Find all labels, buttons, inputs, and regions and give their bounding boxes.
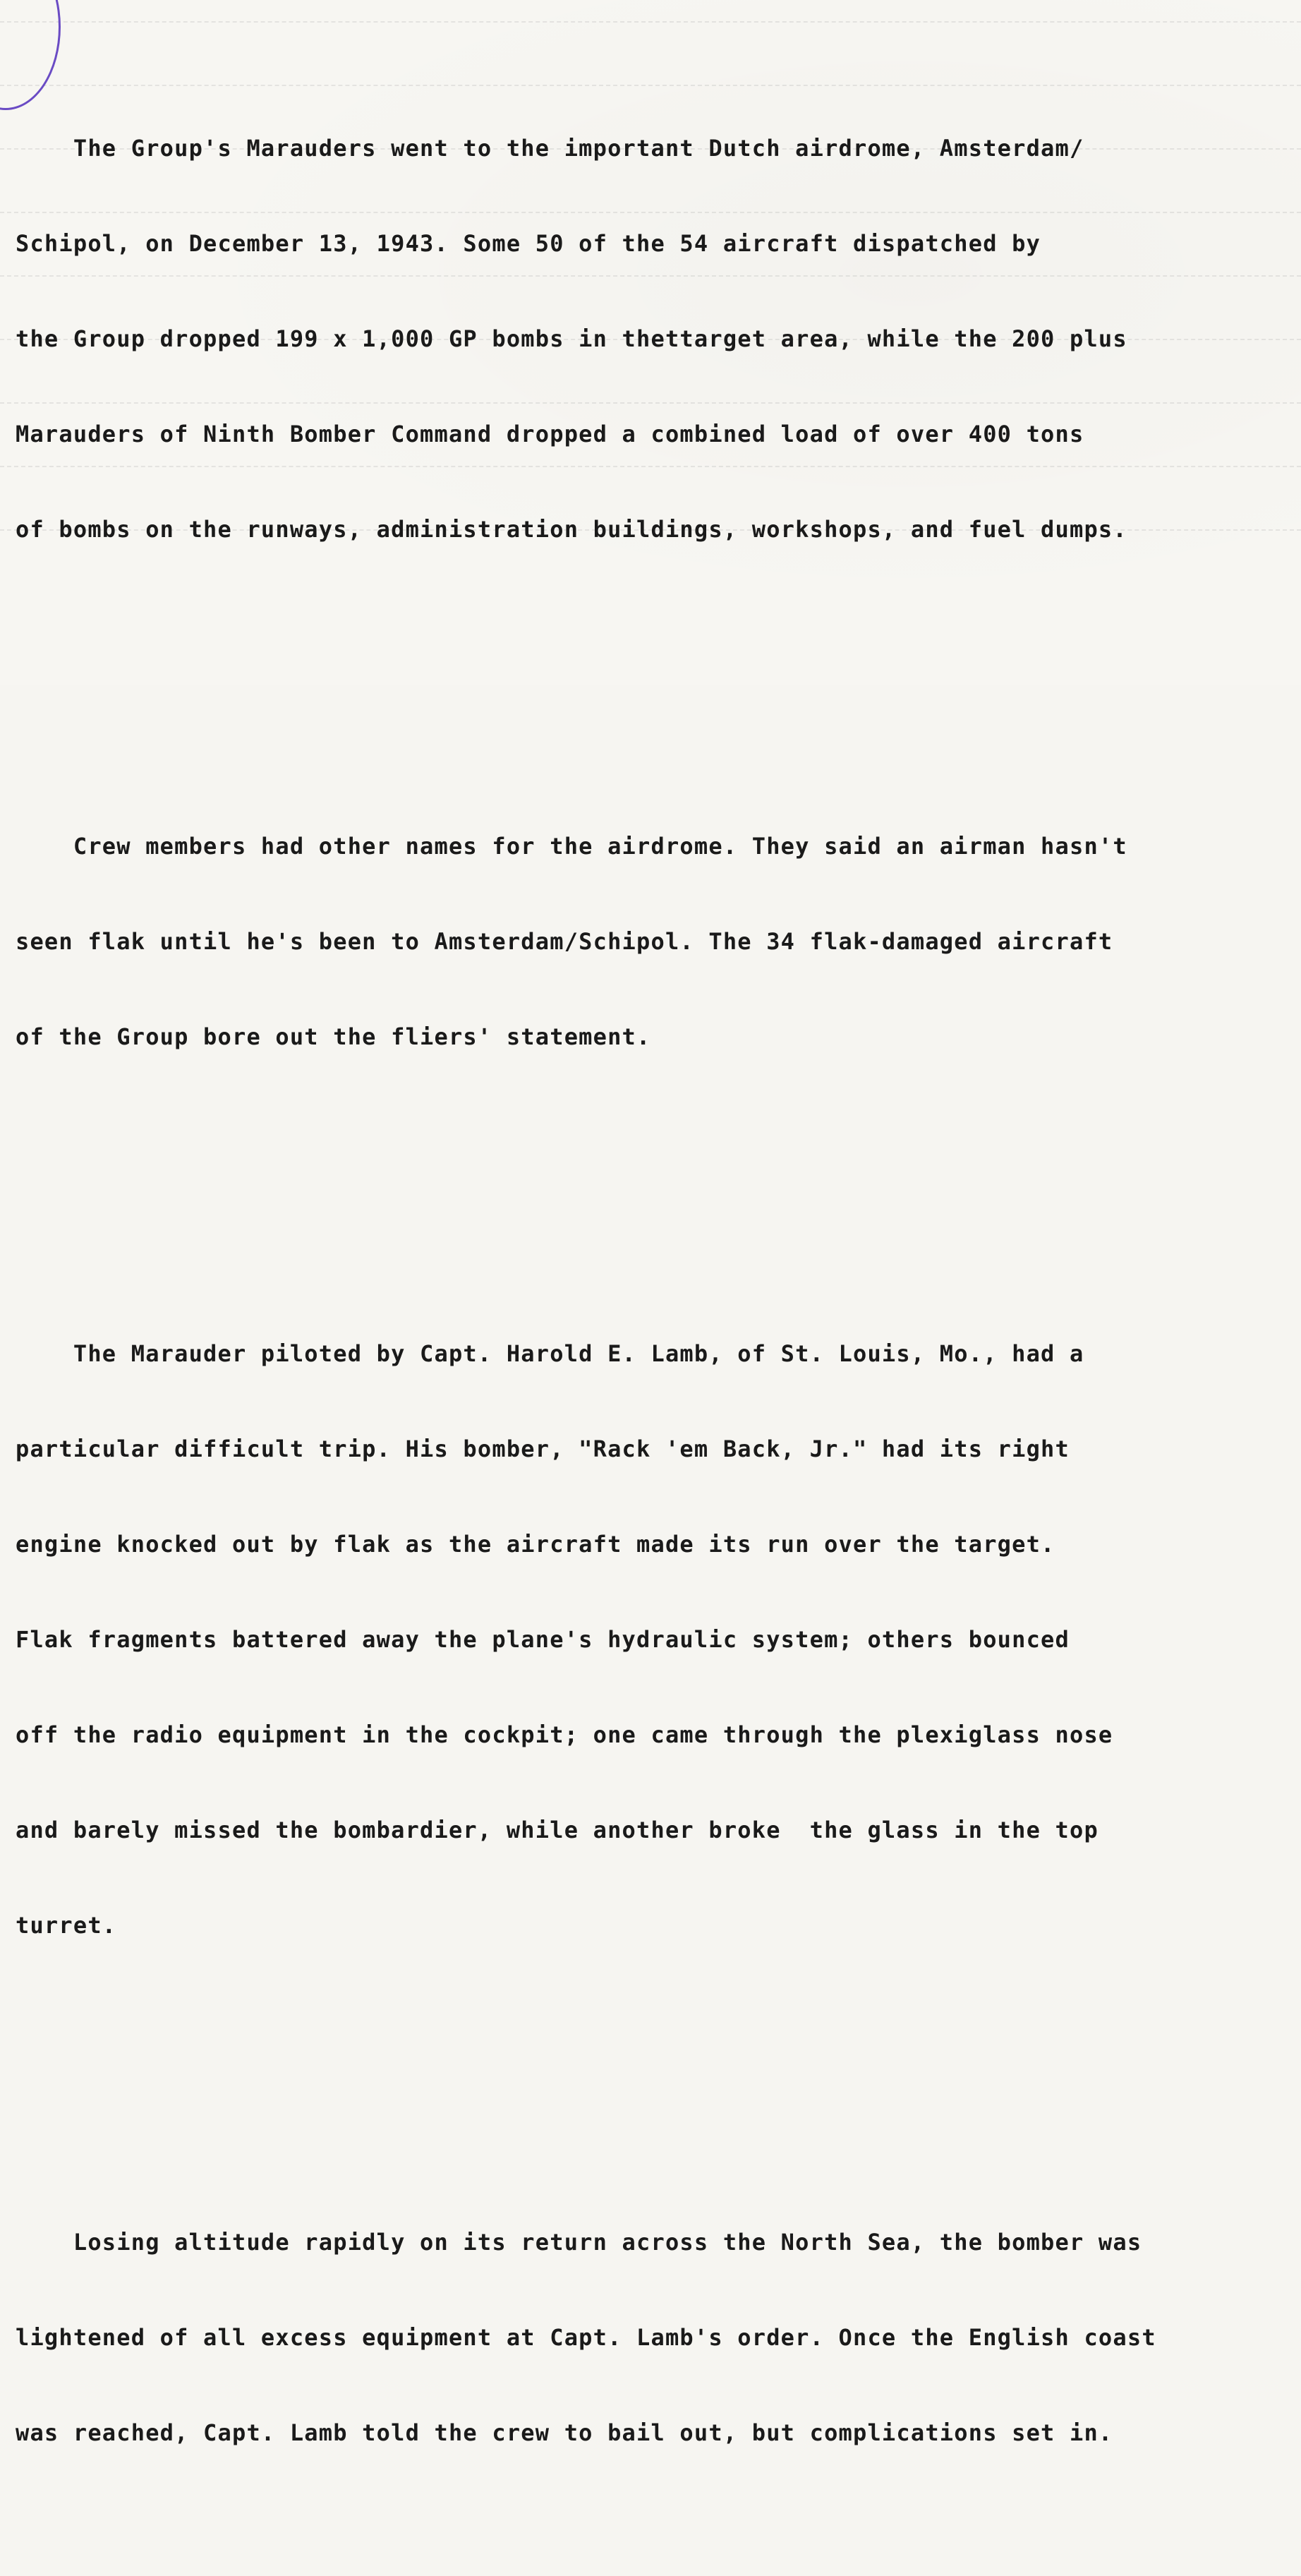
text-line: particular difficult trip. His bomber, "Rack 'em Back, Jr." had its right [16,1436,1070,1462]
text-line: of the Group bore out the fliers' statement. [16,1023,651,1050]
text-line: was reached, Capt. Lamb told the crew to bail out, but complications set in. [16,2419,1113,2446]
text-line: Losing altitude rapidly on its return across the North Sea, the bomber was [16,2229,1142,2256]
text-line: Crew members had other names for the airdrome. They said an airman hasn't [16,833,1127,860]
text-line: Schipol, on December 13, 1943. Some 50 of the 54 aircraft dispatched by [16,230,1041,257]
text-line: off the radio equipment in the cockpit; one came through the plexiglass nose [16,1721,1113,1748]
text-line: Flak fragments battered away the plane's hydraulic system; others bounced [16,1626,1070,1653]
text-line: Marauders of Ninth Bomber Command dropped a combined load of over 400 tons [16,421,1084,447]
text-line: the Group dropped 199 x 1,000 GP bombs in thettarget area, while the 200 plus [16,325,1127,352]
paragraph [16,2163,1293,2512]
text-line: The Marauder piloted by Capt. Harold E. Lamb, of St. Louis, Mo., had a [16,1340,1084,1367]
paragraph [16,767,1293,1117]
typewritten-text [16,6,1293,2576]
text-line: seen flak until he's been to Amsterdam/Schipol. The 34 flak-damaged aircraft [16,928,1113,955]
text-line: lightened of all excess equipment at Capt. Lamb's order. Once the English coast [16,2324,1156,2351]
text-line: engine knocked out by flak as the aircraft made its run over the target. [16,1531,1055,1558]
paragraph [16,1275,1293,2005]
text-line: and barely missed the bombardier, while another broke the glass in the top [16,1817,1099,1843]
text-line: of bombs on the runways, administration buildings, workshops, and fuel dumps. [16,516,1127,543]
paragraph [16,69,1293,609]
text-line: turret. [16,1912,117,1939]
text-line: The Group's Marauders went to the important Dutch airdrome, Amsterdam/ [16,135,1084,162]
